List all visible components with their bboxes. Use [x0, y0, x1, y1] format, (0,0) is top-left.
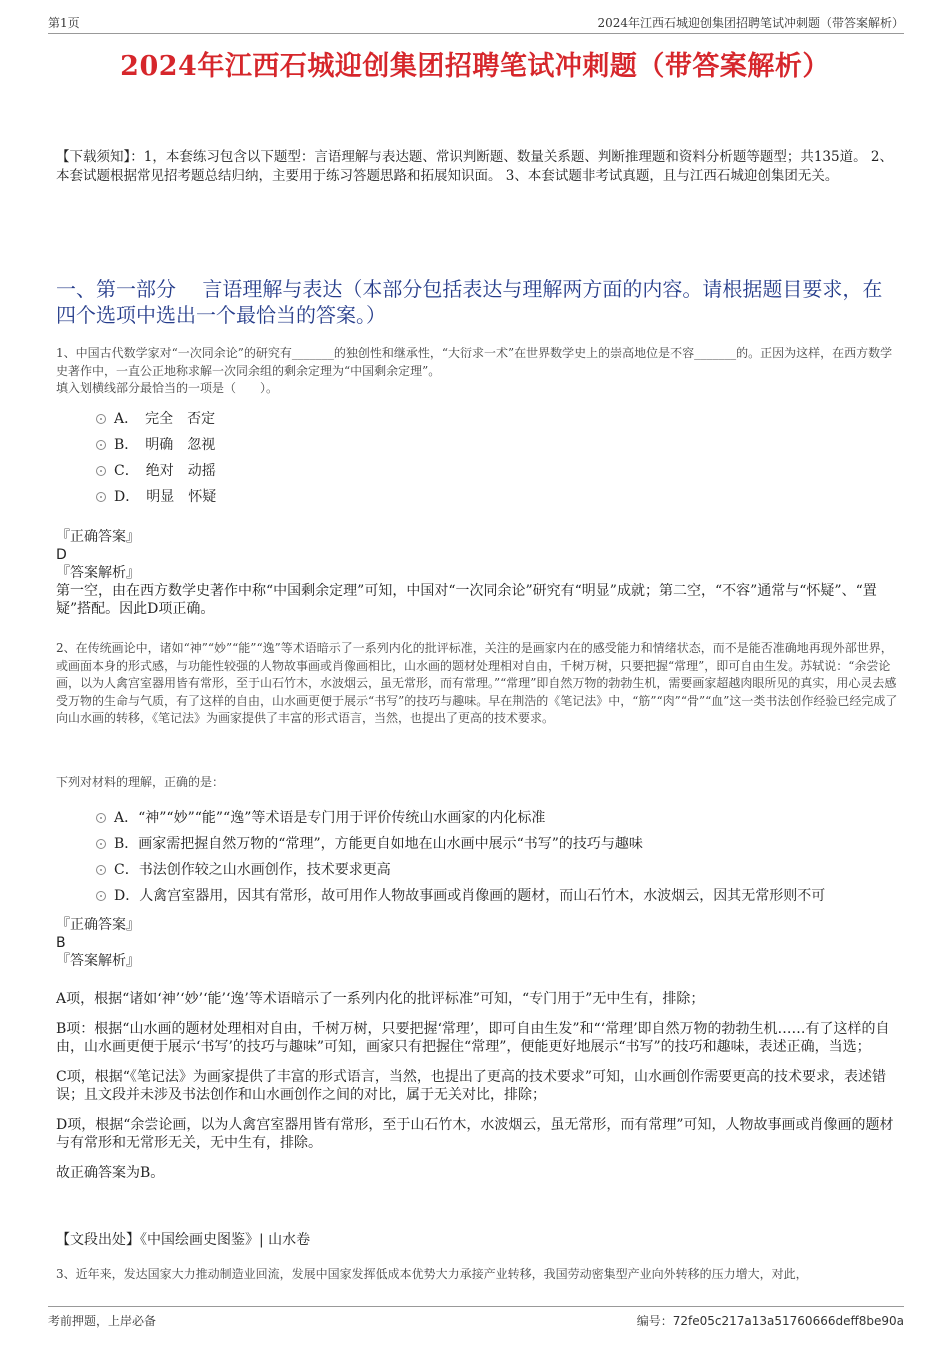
option-label: A．“神”“妙”“能”“逸”等术语是专门用于评价传统山水画家的内化标准 — [114, 810, 546, 826]
radio-button-icon[interactable] — [96, 865, 106, 875]
analysis-conclusion: 故正确答案为B。 — [56, 1165, 165, 1181]
question-2-stem: 2、在传统画论中，诸如“神”“妙”“能”“逸”等术语暗示了一系列内化的批评标准，关注的是画家内在的感受能力和情绪状态，而不是能否准确地再现外部世界，或画面本身的形式感，与功能性较强的人物故事画或肖像画相比，山水画的题材处理相对自由，千树万树，只要把握“常理”，即可自由生发。苏轼说：“余尝论画，以为人禽宫室器用皆有常形，至于山石竹木，水波烟云，虽无常形，而有常理。”“常理”即自然万物的勃勃生机，需要画家超越肉眼所见的真实，用心灵去感受万物的生命与气质，有了这样的自由，山水画更便于展示“书写”的技巧与趣味。早在荆浩的《笔记法》中，“筋”“肉”“骨”“血”这一类书法创作经验已经完成了向山水画的转移，《笔记法》为画家提供了丰富的形式语言，当然，也提出了更高的技术要求。 — [56, 641, 898, 725]
option-label: C．书法创作较之山水画创作，技术要求更高 — [114, 862, 391, 878]
option-label: D．人禽宫室器用，因其有常形，故可用作人物故事画或肖像画的题材，而山石竹木，水波烟云，因其无常形则不可 — [114, 888, 826, 904]
question-1-prompt: 填入划横线部分最恰当的一项是（ ）。 — [56, 381, 279, 395]
question-2-option-b[interactable] — [96, 831, 825, 857]
question-1-analysis: 第一空，由在西方数学史著作中称“中国剩余定理”可知，中国对“一次同余论”研究有“明显”成就；第二空，“不容”通常与“怀疑”、“置疑”搭配。因此D项正确。 — [56, 583, 877, 617]
radio-button-icon[interactable] — [96, 492, 106, 502]
radio-button-icon[interactable] — [96, 813, 106, 823]
question-1-option-b[interactable] — [96, 432, 216, 458]
footer-code-label: 编号： — [636, 1314, 673, 1328]
footer-code — [637, 1312, 904, 1329]
download-notice: 【下载须知】：1，本套练习包含以下题型：言语理解与表达题、常识判断题、数量关系题、判断推理题和资料分析题等题型；共135道。 2、本套试题根据常见招考题总结归纳，主要用于练习答题思路和拓展知识面。 3、本套试题非考试真题，且与江西石城迎创集团无关。 — [56, 149, 893, 184]
text-source: 【文段出处】《中国绘画史图鉴》| 山水卷 — [56, 1232, 311, 1248]
page-header — [48, 12, 904, 34]
question-1-option-a[interactable] — [96, 406, 216, 432]
answer-value: B — [56, 935, 66, 951]
radio-button-icon[interactable] — [96, 440, 106, 450]
analysis-label: 『答案解析』 — [56, 565, 140, 581]
answer-value: D — [56, 547, 67, 563]
question-2-answer — [56, 916, 902, 970]
question-2-analysis — [56, 990, 902, 1194]
radio-button-icon[interactable] — [96, 839, 106, 849]
question-1-answer — [56, 528, 902, 618]
section-heading: 一、第一部分 言语理解与表达（本部分包括表达与理解两方面的内容。请根据题目要求，在四个选项中选出一个最恰当的答案。） — [56, 277, 883, 327]
analysis-option-c: C项，根据“《笔记法》为画家提供了丰富的形式语言，当然，也提出了更高的技术要求”可知，山水画创作需要更高的技术要求，表述错误；且文段并未涉及书法创作和山水画创作之间的对比，属于无关对比，排除； — [56, 1069, 887, 1103]
question-2-option-d[interactable] — [96, 883, 825, 909]
header-doc-title: 2024年江西石城迎创集团招聘笔试冲刺题（带答案解析） — [597, 16, 904, 30]
analysis-option-a: A项，根据“诸如‘神’‘妙’‘能’‘逸’等术语暗示了一系列内化的批评标准”可知，“专门用于”无中生有，排除； — [56, 991, 705, 1007]
radio-button-icon[interactable] — [96, 466, 106, 476]
answer-label: 『正确答案』 — [56, 529, 140, 545]
page-number: 第1页 — [48, 16, 80, 30]
question-2-options — [96, 805, 825, 909]
question-1-options — [96, 406, 216, 510]
radio-button-icon[interactable] — [96, 414, 106, 424]
analysis-label: 『答案解析』 — [56, 953, 140, 969]
option-label: C． 绝对 动摇 — [114, 463, 216, 479]
question-1-option-d[interactable] — [96, 484, 216, 510]
question-2-prompt: 下列对材料的理解，正确的是： — [56, 775, 225, 789]
option-label: A． 完全 否定 — [114, 411, 216, 427]
footer-code-value: 72fe05c217a13a51760666deff8be90a — [672, 1314, 904, 1328]
page-footer — [48, 1306, 904, 1330]
question-2-option-c[interactable] — [96, 857, 825, 883]
option-label: B．画家需把握自然万物的“常理”，方能更自如地在山水画中展示“书写”的技巧与趣味 — [114, 836, 643, 852]
analysis-option-d: D项，根据“余尝论画，以为人禽宫室器用皆有常形，至于山石竹木，水波烟云，虽无常形，而有常理”可知，人物故事画或肖像画的题材与有常形和无常形无关，无中生有，排除。 — [56, 1117, 894, 1151]
option-label: D． 明显 怀疑 — [114, 489, 217, 505]
radio-button-icon[interactable] — [96, 891, 106, 901]
page-title: 2024年江西石城迎创集团招聘笔试冲刺题（带答案解析） — [120, 51, 830, 82]
question-2-option-a[interactable] — [96, 805, 825, 831]
analysis-option-b: B项：根据“山水画的题材处理相对自由，千树万树，只要把握‘常理’，即可自由生发”和“‘常理’即自然万物的勃勃生机……有了这样的自由，山水画更便于展示‘书写’的技巧与趣味”可知，画家只有把握住“常理”，便能更好地展示“书写”的技巧和趣味，表述正确，当选； — [56, 1021, 890, 1055]
question-1-text: 1、中国古代数学家对“一次同余论”的研究有_______的独创性和继承性，“大衍求一术”在世界数学史上的崇高地位是不容_______的。正因为这样，在西方数学史著作中，一直公正地称求解一次同余组的剩余定理为“中国剩余定理”。 — [56, 346, 893, 378]
answer-label: 『正确答案』 — [56, 917, 140, 933]
footer-slogan: 考前押题，上岸必备 — [48, 1314, 157, 1328]
question-1-stem — [56, 345, 902, 398]
question-1-option-c[interactable] — [96, 458, 216, 484]
option-label: B． 明确 忽视 — [114, 437, 216, 453]
question-3-stem: 3、近年来，发达国家大力推动制造业回流，发展中国家发挥低成本优势大力承接产业转移，我国劳动密集型产业向外转移的压力增大，对此， — [56, 1267, 808, 1281]
